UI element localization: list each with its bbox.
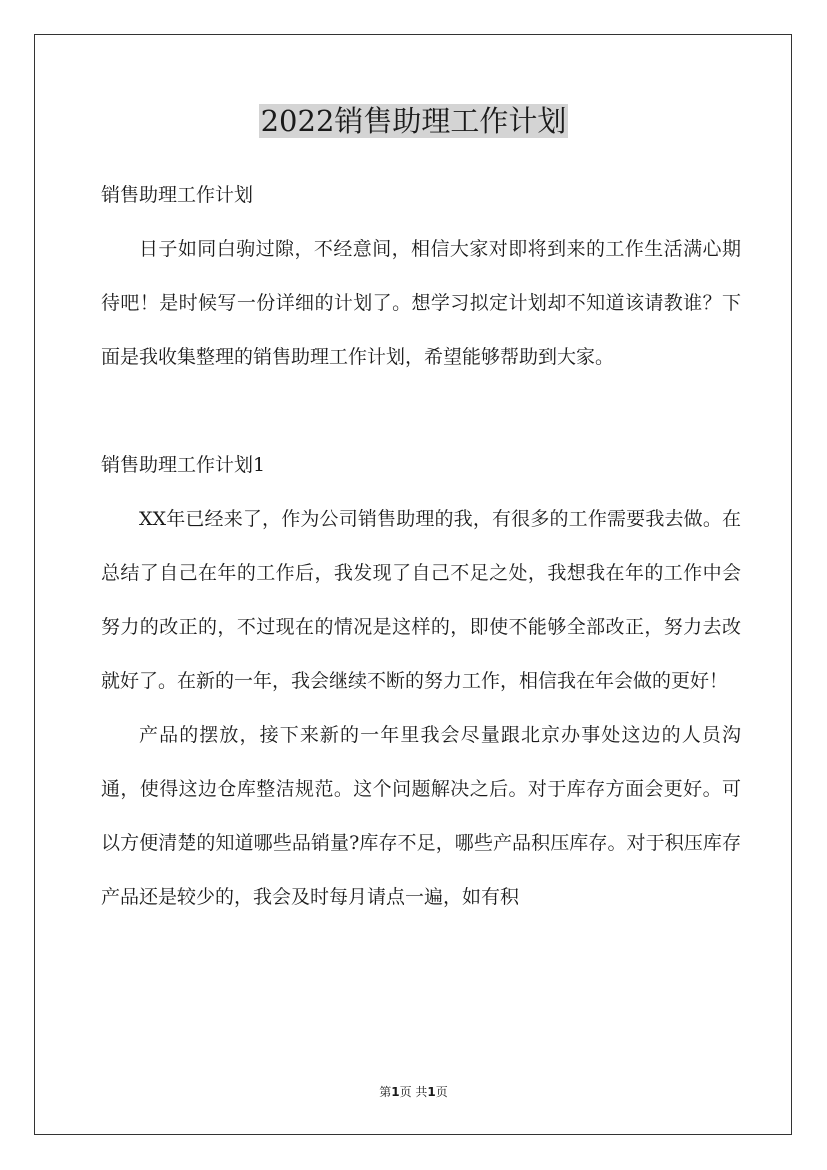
page-footer (0, 1083, 827, 1101)
section-spacer (101, 384, 741, 438)
section1-paragraph-2: 产品的摆放，接下来新的一年里我会尽量跟北京办事处这边的人员沟通，使得这边仓库整洁规范。这个问题解决之后。对于库存方面会更好。可以方便清楚的知道哪些品销量?库存不足，哪些产品积压库存。对于积压库存产品还是较少的，我会及时每月请点一遍，如有积 (101, 724, 741, 908)
document-title-text: 2022销售助理工作计划 (260, 104, 567, 138)
section1-heading: 销售助理工作计划1 (101, 454, 266, 476)
document-body (101, 168, 741, 924)
footer-mid: 页 共 (399, 1085, 428, 1099)
footer-page-total: 1 (427, 1085, 436, 1099)
document-title (0, 101, 827, 141)
footer-page-current: 1 (391, 1085, 400, 1099)
intro-paragraph: 日子如同白驹过隙，不经意间，相信大家对即将到来的工作生活满心期待吧！是时候写一份详细的计划了。想学习拟定计划却不知道该请教谁？下面是我收集整理的销售助理工作计划，希望能够帮助到大家。 (101, 238, 741, 368)
intro-heading: 销售助理工作计划 (101, 184, 254, 206)
footer-prefix: 第 (379, 1085, 392, 1099)
footer-suffix: 页 (435, 1085, 448, 1099)
section1-paragraph-1: XX年已经来了，作为公司销售助理的我，有很多的工作需要我去做。在总结了自己在年的工作后，我发现了自己不足之处，我想我在年的工作中会努力的改正的，不过现在的情况是这样的，即使不能够全部改正，努力去改就好了。在新的一年，我会继续不断的努力工作，相信我在年会做的更好！ (101, 508, 741, 692)
